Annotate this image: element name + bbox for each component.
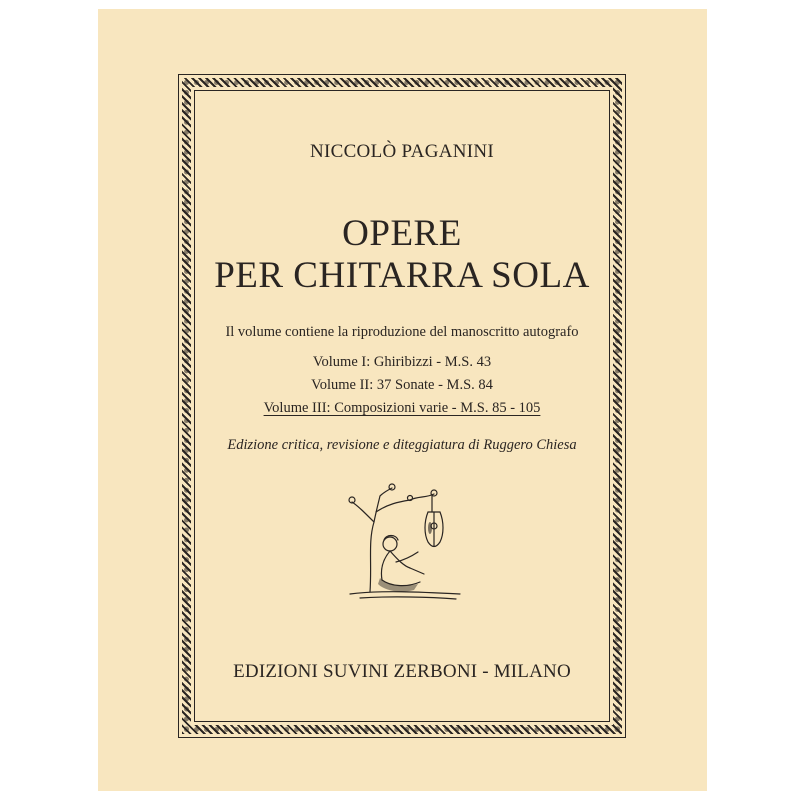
- volume-3-text: Volume III: Composizioni varie - M.S. 85 - 105: [263, 400, 541, 416]
- volume-3: [194, 400, 610, 417]
- title-line-1: OPERE: [342, 213, 462, 254]
- volume-2: Volume II: 37 Sonate - M.S. 84: [311, 377, 493, 393]
- publisher: EDIZIONI SUVINI ZERBONI - MILANO: [233, 661, 571, 682]
- author-name: NICCOLÒ PAGANINI: [309, 141, 495, 162]
- seated-guitarist-under-tree-icon: [340, 482, 470, 602]
- volume-1: Volume I: Ghiribizzi - M.S. 43: [312, 354, 492, 370]
- edition-note: Edizione critica, revisione e diteggiatura di Ruggero Chiesa: [227, 437, 577, 453]
- title-line-2: PER CHITARRA SOLA: [214, 255, 590, 296]
- contents-note: Il volume contiene la riproduzione del manoscritto autografo: [225, 324, 579, 340]
